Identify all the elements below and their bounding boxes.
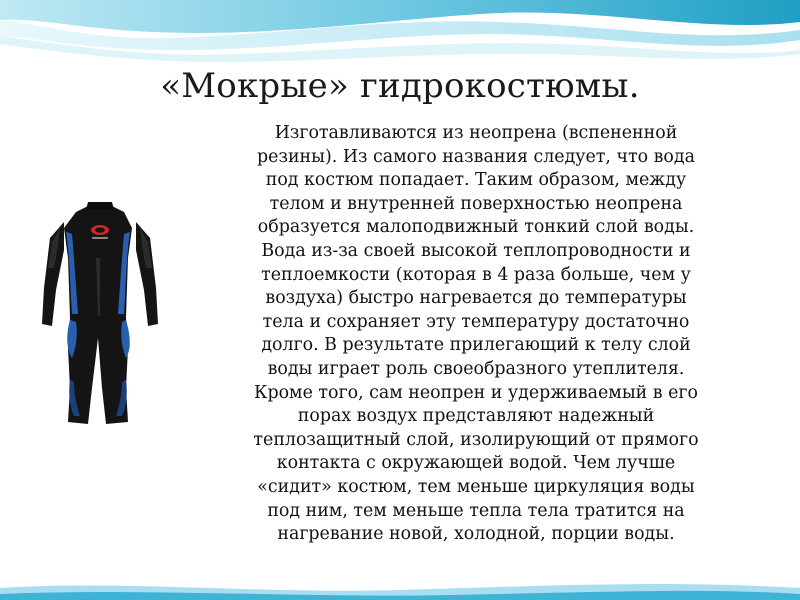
body-line: Изготавливаются из неопрена (вспененной <box>274 123 678 143</box>
body-line: «сидит» костюм, тем меньше циркуляция воды <box>257 476 695 497</box>
wetsuit-image <box>40 198 160 430</box>
body-line: Кроме того, сам неопрен и удерживаемый в его <box>254 382 698 403</box>
slide-body-text <box>192 122 760 547</box>
body-line: теплозащитный слой, изолирующий от прямого <box>253 429 699 450</box>
body-line: долго. В результате прилегающий к телу слой <box>261 335 691 356</box>
body-line: образуется малоподвижный тонкий слой воды. <box>257 217 695 238</box>
body-line: под ним, тем меньше тепла тела тратится на <box>267 500 685 521</box>
top-wave-decoration <box>0 0 800 70</box>
body-line: под костюм попадает. Таким образом, между <box>265 170 687 191</box>
body-line: теплоемкости (которая в 4 раза больше, чем у <box>261 264 691 285</box>
slide-title: «Мокрые» гидрокостюмы. <box>160 66 640 106</box>
body-line: резины). Из самого названия следует, что вода <box>257 146 695 167</box>
body-line: Вода из-за своей высокой теплопроводности и <box>261 240 691 261</box>
body-line: порах воздух представляют надежный <box>297 406 655 427</box>
body-line: воды играет роль своеобразного утеплителя. <box>267 358 685 379</box>
body-line: контакта с окружающей водой. Чем лучше <box>276 453 676 474</box>
bottom-wave-decoration <box>0 578 800 600</box>
body-line: телом и внутренней поверхностью неопрена <box>269 193 683 214</box>
body-line: тела и сохраняет эту температуру достаточно <box>262 311 690 332</box>
body-line: воздуха) быстро нагревается до температуры <box>265 288 687 309</box>
body-line: нагревание новой, холодной, порции воды. <box>277 524 675 545</box>
